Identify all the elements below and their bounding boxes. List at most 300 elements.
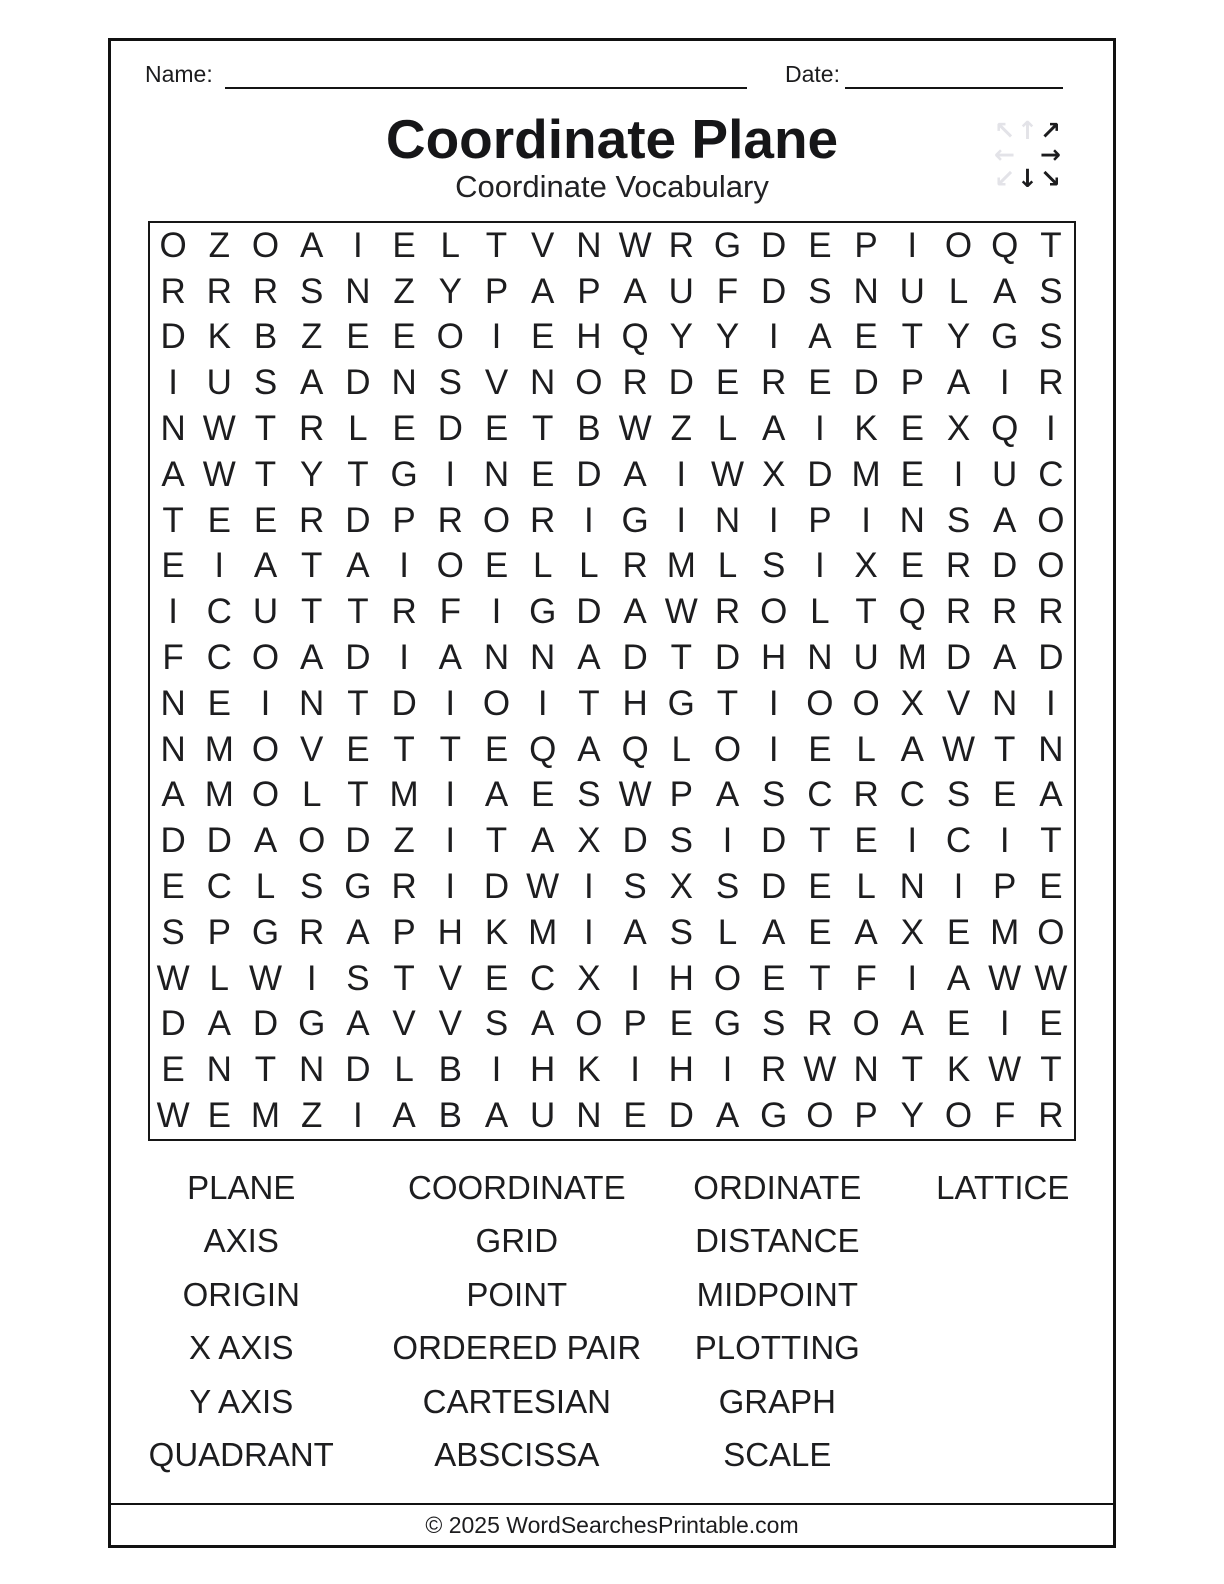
grid-letter-r17-c15: T xyxy=(809,958,831,998)
grid-letter-r20-c13: A xyxy=(715,1096,740,1136)
up-left-arrow-icon: ↖ xyxy=(994,116,1015,145)
grid-letter-r3-c11: Q xyxy=(621,317,649,357)
up-arrow-icon: ↑ xyxy=(1017,116,1038,145)
grid-letter-r14-c8: T xyxy=(485,821,508,861)
grid-letter-r10-c14: H xyxy=(761,638,787,678)
word-plane: PLANE xyxy=(187,1168,296,1206)
grid-letter-r7-c20: O xyxy=(1037,500,1065,540)
grid-letter-r19-c20: T xyxy=(1040,1050,1062,1090)
grid-letter-r10-c4: A xyxy=(300,638,324,678)
grid-letter-r16-c3: G xyxy=(251,912,280,952)
grid-letter-r10-c19: A xyxy=(993,638,1017,678)
down-left-arrow-icon: ↙ xyxy=(994,164,1015,193)
grid-letter-r2-c5: N xyxy=(345,271,371,311)
grid-letter-r11-c9: I xyxy=(537,683,548,723)
grid-letter-r1-c7: L xyxy=(440,225,461,265)
grid-letter-r10-c18: D xyxy=(945,638,972,678)
grid-letter-r7-c17: N xyxy=(899,500,925,540)
grid-letter-r17-c8: E xyxy=(484,958,509,998)
date-label: Date: xyxy=(785,61,840,87)
grid-letter-r13-c19: E xyxy=(993,775,1017,815)
grid-letter-r9-c4: T xyxy=(301,592,323,632)
grid-letter-r20-c3: M xyxy=(250,1096,281,1136)
grid-letter-r18-c9: A xyxy=(531,1004,555,1044)
grid-letter-r5-c4: R xyxy=(299,409,325,449)
grid-letter-r6-c8: N xyxy=(483,454,510,494)
grid-letter-r18-c8: S xyxy=(484,1004,509,1044)
grid-letter-r5-c6: E xyxy=(392,409,416,449)
grid-letter-r3-c18: Y xyxy=(946,317,971,357)
grid-letter-r20-c4: Z xyxy=(301,1096,323,1136)
grid-letter-r7-c4: R xyxy=(299,500,325,540)
grid-letter-r8-c18: R xyxy=(945,546,972,586)
grid-letter-r6-c20: C xyxy=(1038,454,1064,494)
grid-letter-r11-c18: V xyxy=(946,683,971,723)
grid-letter-r13-c2: M xyxy=(204,775,234,815)
word-ordinate: ORDINATE xyxy=(693,1168,862,1206)
grid-letter-r5-c7: D xyxy=(437,409,463,449)
grid-letter-r12-c19: T xyxy=(994,729,1016,769)
grid-letter-r10-c1: F xyxy=(162,638,184,678)
grid-letter-r14-c11: D xyxy=(622,821,648,861)
grid-letter-r2-c17: U xyxy=(899,271,925,311)
grid-letter-r11-c2: E xyxy=(207,683,231,723)
grid-letter-r5-c15: I xyxy=(815,409,825,449)
grid-letter-r17-c14: E xyxy=(762,958,786,998)
grid-letter-r19-c2: N xyxy=(206,1050,232,1090)
grid-letter-r5-c8: E xyxy=(484,409,509,449)
grid-letter-r8-c9: L xyxy=(532,546,553,586)
grid-letter-r10-c17: M xyxy=(897,638,927,678)
grid-letter-r6-c18: I xyxy=(953,454,964,494)
grid-letter-r3-c4: Z xyxy=(301,317,323,357)
grid-letter-r4-c4: A xyxy=(300,363,324,403)
grid-letter-r20-c7: B xyxy=(438,1096,462,1136)
grid-letter-r2-c15: S xyxy=(808,271,832,311)
grid-letter-r16-c7: H xyxy=(437,912,463,952)
grid-letter-r3-c1: D xyxy=(160,317,186,357)
grid-letter-r2-c9: A xyxy=(531,271,555,311)
grid-letter-r6-c11: A xyxy=(623,454,647,494)
grid-letter-r14-c19: I xyxy=(999,821,1010,861)
grid-letter-r4-c19: I xyxy=(999,363,1010,403)
grid-letter-r6-c1: A xyxy=(161,454,185,494)
grid-letter-r3-c16: E xyxy=(854,317,878,357)
grid-letter-r20-c5: I xyxy=(353,1096,363,1136)
grid-letter-r8-c11: R xyxy=(622,546,648,586)
word-scale: SCALE xyxy=(723,1436,832,1474)
grid-letter-r12-c9: Q xyxy=(529,729,557,769)
grid-letter-r10-c5: D xyxy=(345,638,371,678)
grid-letter-r9-c19: R xyxy=(992,592,1018,632)
grid-letter-r14-c18: C xyxy=(945,821,972,861)
grid-letter-r15-c17: N xyxy=(899,867,925,907)
grid-letter-r9-c7: F xyxy=(439,592,461,632)
grid-letter-r9-c5: T xyxy=(347,592,369,632)
grid-letter-r15-c13: S xyxy=(715,867,740,907)
grid-letter-r12-c2: M xyxy=(204,729,234,769)
grid-letter-r10-c12: T xyxy=(670,638,692,678)
grid-letter-r13-c18: S xyxy=(946,775,971,815)
grid-letter-r5-c14: A xyxy=(762,409,786,449)
grid-letter-r17-c5: S xyxy=(346,958,370,998)
grid-letter-r6-c2: W xyxy=(202,454,236,494)
word-distance: DISTANCE xyxy=(695,1222,860,1260)
grid-letter-r20-c6: A xyxy=(392,1096,416,1136)
grid-letter-r15-c5: G xyxy=(344,867,372,907)
grid-letter-r12-c5: E xyxy=(346,729,370,769)
grid-letter-r17-c9: C xyxy=(530,958,556,998)
grid-letter-r19-c13: I xyxy=(722,1050,733,1090)
grid-letter-r17-c10: X xyxy=(577,958,601,998)
grid-letter-r15-c2: C xyxy=(206,867,232,907)
grid-letter-r16-c12: S xyxy=(669,912,693,952)
grid-letter-r14-c6: Z xyxy=(393,821,415,861)
grid-letter-r10-c3: O xyxy=(251,638,280,678)
grid-letter-r16-c14: A xyxy=(762,912,786,952)
grid-letter-r7-c8: O xyxy=(482,500,511,540)
grid-letter-r18-c16: O xyxy=(852,1004,880,1044)
grid-letter-r3-c12: Y xyxy=(669,317,693,357)
grid-letter-r4-c1: I xyxy=(168,363,178,403)
grid-letter-r1-c8: T xyxy=(485,225,508,265)
grid-letter-r19-c19: W xyxy=(988,1050,1022,1090)
grid-letter-r2-c2: R xyxy=(206,271,232,311)
grid-letter-r18-c1: D xyxy=(160,1004,186,1044)
grid-letter-r8-c6: I xyxy=(399,546,409,586)
grid-letter-r14-c12: S xyxy=(669,821,693,861)
grid-letter-r5-c18: X xyxy=(946,409,971,449)
grid-letter-r5-c11: W xyxy=(618,409,652,449)
word-quadrant: QUADRANT xyxy=(148,1436,334,1474)
grid-letter-r3-c19: G xyxy=(991,317,1019,357)
grid-letter-r13-c3: O xyxy=(251,775,280,815)
grid-letter-r6-c17: E xyxy=(900,454,924,494)
word-origin: ORIGIN xyxy=(182,1275,300,1313)
grid-letter-r1-c5: I xyxy=(353,225,363,265)
grid-letter-r19-c3: T xyxy=(254,1050,277,1090)
grid-letter-r15-c10: I xyxy=(584,867,594,907)
grid-letter-r3-c14: I xyxy=(768,317,779,357)
grid-letter-r11-c4: N xyxy=(299,683,325,723)
grid-letter-r15-c1: E xyxy=(161,867,185,907)
grid-letter-r9-c17: Q xyxy=(898,592,926,632)
grid-letter-r15-c4: S xyxy=(300,867,324,907)
grid-letter-r9-c18: R xyxy=(945,592,972,632)
page-title: Coordinate Plane xyxy=(385,108,839,170)
grid-letter-r14-c3: A xyxy=(253,821,278,861)
grid-letter-r20-c2: E xyxy=(207,1096,231,1136)
down-right-arrow-icon: ↘ xyxy=(1040,164,1061,193)
grid-letter-r17-c6: T xyxy=(393,958,415,998)
word-lattice: LATTICE xyxy=(936,1168,1070,1206)
grid-letter-r14-c15: T xyxy=(809,821,831,861)
grid-letter-r4-c13: E xyxy=(715,363,740,403)
grid-letter-r9-c10: D xyxy=(576,592,602,632)
grid-letter-r20-c18: O xyxy=(944,1096,973,1136)
grid-letter-r9-c20: R xyxy=(1038,592,1064,632)
grid-letter-r5-c3: T xyxy=(254,409,277,449)
grid-letter-r13-c4: L xyxy=(301,775,322,815)
grid-letter-r15-c16: L xyxy=(856,867,876,907)
grid-letter-r8-c13: L xyxy=(717,546,738,586)
grid-letter-r19-c16: N xyxy=(853,1050,879,1090)
grid-letter-r16-c5: A xyxy=(346,912,370,952)
grid-letter-r13-c5: T xyxy=(347,775,369,815)
grid-letter-r6-c12: I xyxy=(676,454,687,494)
grid-letter-r3-c15: A xyxy=(808,317,832,357)
grid-letter-r6-c15: D xyxy=(807,454,833,494)
grid-letter-r2-c7: Y xyxy=(438,271,462,311)
grid-letter-r7-c12: I xyxy=(676,500,687,540)
grid-letter-r11-c16: O xyxy=(852,683,880,723)
grid-letter-r20-c15: O xyxy=(806,1096,834,1136)
grid-letter-r6-c3: T xyxy=(254,454,277,494)
grid-letter-r3-c20: S xyxy=(1039,317,1063,357)
grid-letter-r17-c13: O xyxy=(713,958,742,998)
grid-letter-r16-c18: E xyxy=(946,912,971,952)
grid-letter-r13-c14: S xyxy=(762,775,786,815)
grid-letter-r16-c17: X xyxy=(900,912,924,952)
grid-letter-r4-c3: S xyxy=(253,363,278,403)
grid-letter-r9-c1: I xyxy=(168,592,178,632)
word-point: POINT xyxy=(466,1275,568,1313)
grid-letter-r20-c19: F xyxy=(994,1096,1016,1136)
grid-letter-r2-c12: U xyxy=(668,271,694,311)
grid-letter-r20-c17: Y xyxy=(900,1096,924,1136)
grid-letter-r4-c10: O xyxy=(575,363,603,403)
word-list xyxy=(111,1161,1113,1482)
grid-letter-r13-c11: W xyxy=(618,775,652,815)
grid-letter-r19-c11: I xyxy=(630,1050,640,1090)
grid-letter-r3-c13: Y xyxy=(715,317,740,357)
grid-letter-r9-c13: R xyxy=(714,592,741,632)
grid-letter-r10-c20: D xyxy=(1038,638,1064,678)
grid-letter-r19-c6: L xyxy=(394,1050,414,1090)
grid-letter-r4-c11: R xyxy=(622,363,648,403)
copyright-text: © 2025 WordSearchesPrintable.com xyxy=(425,1511,799,1538)
word-abscissa: ABSCISSA xyxy=(434,1436,600,1474)
grid-letter-r16-c19: M xyxy=(990,912,1020,952)
grid-letter-r4-c16: D xyxy=(853,363,879,403)
grid-letter-r16-c15: E xyxy=(808,912,832,952)
grid-letter-r9-c15: L xyxy=(810,592,830,632)
grid-letter-r12-c8: E xyxy=(484,729,509,769)
grid-letter-r10-c7: A xyxy=(438,638,462,678)
grid-letter-r6-c19: U xyxy=(992,454,1018,494)
grid-letter-r15-c14: D xyxy=(761,867,787,907)
grid-letter-r12-c15: E xyxy=(808,729,832,769)
grid-letter-r4-c5: D xyxy=(345,363,371,403)
grid-letter-r18-c18: E xyxy=(946,1004,971,1044)
grid-letter-r7-c1: T xyxy=(162,500,184,540)
grid-letter-r19-c9: H xyxy=(530,1050,556,1090)
grid-letter-r7-c10: I xyxy=(584,500,594,540)
grid-letter-r2-c13: F xyxy=(716,271,739,311)
grid-letter-r14-c1: D xyxy=(160,821,186,861)
grid-letter-r3-c17: T xyxy=(901,317,923,357)
grid-letter-r1-c4: A xyxy=(300,225,324,265)
grid-letter-r14-c14: D xyxy=(761,821,787,861)
grid-letter-r6-c16: M xyxy=(851,454,881,494)
grid-letter-r8-c1: E xyxy=(161,546,185,586)
grid-letter-r13-c20: A xyxy=(1039,775,1063,815)
grid-letter-r17-c4: I xyxy=(306,958,317,998)
grid-letter-r9-c11: A xyxy=(623,592,647,632)
grid-letter-r14-c10: X xyxy=(577,821,601,861)
grid-letter-r1-c16: P xyxy=(854,225,878,265)
grid-letter-r13-c16: R xyxy=(853,775,879,815)
grid-letter-r12-c3: O xyxy=(251,729,280,769)
grid-letter-r11-c7: I xyxy=(445,683,456,723)
page-frame xyxy=(108,38,1116,1548)
grid-letter-r7-c6: P xyxy=(392,500,416,540)
grid-letter-r18-c13: G xyxy=(713,1004,742,1044)
grid-letter-r3-c8: I xyxy=(491,317,502,357)
grid-letter-r8-c4: T xyxy=(301,546,323,586)
grid-letter-r7-c3: E xyxy=(253,500,278,540)
grid-letter-r12-c13: O xyxy=(713,729,742,769)
grid-letter-r5-c19: Q xyxy=(991,409,1019,449)
grid-letter-r20-c9: U xyxy=(530,1096,556,1136)
grid-letter-r2-c1: R xyxy=(160,271,186,311)
grid-letter-r14-c7: I xyxy=(445,821,456,861)
grid-letter-r20-c14: G xyxy=(760,1096,788,1136)
grid-letter-r7-c7: R xyxy=(437,500,463,540)
grid-letter-r1-c14: D xyxy=(761,225,787,265)
grid-letter-r5-c9: T xyxy=(532,409,554,449)
grid-letter-r14-c2: D xyxy=(206,821,232,861)
grid-letter-r3-c6: E xyxy=(392,317,416,357)
grid-letter-r18-c5: A xyxy=(346,1004,370,1044)
grid-letter-r14-c20: T xyxy=(1040,821,1062,861)
grid-letter-r9-c9: G xyxy=(529,592,557,632)
grid-letter-r20-c16: P xyxy=(854,1096,878,1136)
grid-letter-r1-c12: R xyxy=(668,225,694,265)
grid-letter-r8-c5: A xyxy=(346,546,370,586)
grid-letter-r11-c1: N xyxy=(160,683,186,723)
grid-letter-r18-c10: O xyxy=(575,1004,603,1044)
grid-letter-r12-c18: W xyxy=(941,729,976,769)
grid-letter-r2-c10: P xyxy=(577,271,601,311)
grid-letter-r6-c9: E xyxy=(531,454,555,494)
grid-letter-r12-c17: A xyxy=(900,729,924,769)
grid-letter-r16-c2: P xyxy=(207,912,231,952)
grid-letter-r16-c13: L xyxy=(717,912,738,952)
grid-letter-r8-c16: X xyxy=(854,546,878,586)
grid-letter-r3-c7: O xyxy=(436,317,464,357)
grid-letter-r6-c10: D xyxy=(576,454,602,494)
grid-letter-r19-c15: W xyxy=(803,1050,837,1090)
grid-letter-r8-c12: M xyxy=(666,546,696,586)
grid-letter-r12-c12: L xyxy=(671,729,692,769)
grid-letter-r17-c3: W xyxy=(248,958,283,998)
grid-letter-r9-c8: I xyxy=(491,592,502,632)
grid-letter-r10-c8: N xyxy=(483,638,510,678)
grid-letter-r2-c6: Z xyxy=(393,271,415,311)
grid-letter-r8-c14: S xyxy=(762,546,786,586)
grid-letter-r4-c9: N xyxy=(530,363,556,403)
grid-letter-r17-c19: W xyxy=(988,958,1022,998)
grid-letter-r19-c8: I xyxy=(491,1050,502,1090)
grid-letter-r4-c7: S xyxy=(438,363,462,403)
grid-letter-r15-c3: L xyxy=(255,867,276,907)
grid-letter-r7-c15: P xyxy=(808,500,832,540)
grid-letter-r8-c8: E xyxy=(484,546,509,586)
grid-letter-r5-c17: E xyxy=(900,409,924,449)
grid-letter-r4-c2: U xyxy=(206,363,232,403)
grid-letter-r8-c2: I xyxy=(214,546,225,586)
date-blank-line xyxy=(845,49,1063,89)
grid-letter-r17-c2: L xyxy=(209,958,230,998)
grid-letter-r1-c1: O xyxy=(159,225,187,265)
grid-letter-r3-c3: B xyxy=(253,317,278,357)
grid-letter-r20-c1: W xyxy=(156,1096,190,1136)
grid-letter-r8-c10: L xyxy=(579,546,599,586)
grid-letter-r18-c17: A xyxy=(900,1004,924,1044)
grid-letter-r15-c11: S xyxy=(623,867,647,907)
grid-letter-r12-c14: I xyxy=(768,729,779,769)
grid-letter-r5-c1: N xyxy=(160,409,186,449)
grid-letter-r12-c6: T xyxy=(393,729,415,769)
grid-letter-r6-c4: Y xyxy=(300,454,324,494)
grid-letter-r15-c9: W xyxy=(526,867,560,907)
letter-grid xyxy=(148,221,1076,1141)
grid-letter-r4-c20: R xyxy=(1038,363,1064,403)
grid-letter-r7-c14: I xyxy=(768,500,779,540)
grid-letter-r20-c12: D xyxy=(668,1096,694,1136)
grid-letter-r19-c18: K xyxy=(946,1050,971,1090)
grid-letter-r16-c16: A xyxy=(854,912,878,952)
grid-letter-r5-c2: W xyxy=(202,409,236,449)
grid-letter-r20-c10: N xyxy=(576,1096,602,1136)
grid-letter-r1-c15: E xyxy=(808,225,832,265)
left-arrow-icon: ← xyxy=(994,140,1015,169)
grid-letter-r5-c5: L xyxy=(348,409,368,449)
grid-letter-r15-c20: E xyxy=(1039,867,1063,907)
grid-letter-r20-c8: A xyxy=(484,1096,509,1136)
grid-letter-r18-c20: E xyxy=(1039,1004,1063,1044)
grid-letter-r10-c16: U xyxy=(853,638,879,678)
grid-letter-r7-c18: S xyxy=(946,500,971,540)
grid-letter-r6-c6: G xyxy=(390,454,418,494)
grid-letter-r1-c20: T xyxy=(1040,225,1062,265)
grid-letter-r4-c17: P xyxy=(900,363,924,403)
grid-letter-r12-c11: Q xyxy=(621,729,649,769)
word-midpoint: MIDPOINT xyxy=(696,1275,858,1313)
grid-letter-r15-c18: I xyxy=(953,867,964,907)
grid-letter-r17-c20: W xyxy=(1034,958,1068,998)
grid-letter-r8-c20: O xyxy=(1037,546,1065,586)
word-ordered-pair: ORDERED PAIR xyxy=(392,1329,642,1367)
grid-letter-r18-c15: R xyxy=(807,1004,833,1044)
grid-letter-r20-c20: R xyxy=(1038,1096,1064,1136)
grid-letter-r14-c16: E xyxy=(854,821,878,861)
grid-letter-r19-c17: T xyxy=(901,1050,923,1090)
grid-letter-r1-c13: G xyxy=(713,225,742,265)
directions-icon xyxy=(993,116,1062,193)
grid-letter-r17-c11: I xyxy=(630,958,640,998)
grid-letter-r1-c6: E xyxy=(392,225,416,265)
grid-letter-r11-c10: T xyxy=(578,683,600,723)
grid-letter-r14-c9: A xyxy=(531,821,555,861)
grid-letter-r4-c8: V xyxy=(484,363,509,403)
grid-letter-r10-c9: N xyxy=(530,638,556,678)
word-cartesian: CARTESIAN xyxy=(422,1382,611,1420)
name-blank-line xyxy=(225,49,747,89)
grid-letter-r8-c7: O xyxy=(436,546,464,586)
grid-letter-r1-c10: N xyxy=(576,225,602,265)
